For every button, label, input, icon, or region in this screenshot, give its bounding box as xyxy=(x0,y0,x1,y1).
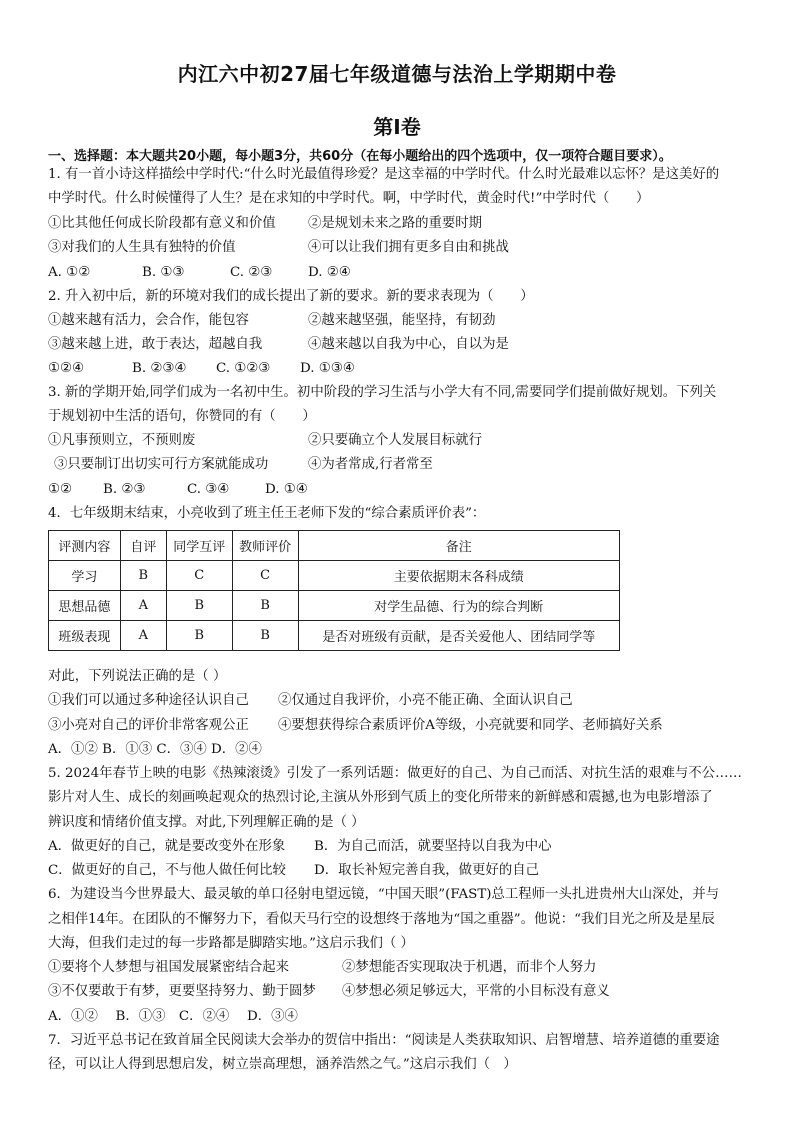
q2-choice-b: B. ②③④ xyxy=(132,361,187,376)
table-cell: 主要依据期末各科成绩 xyxy=(298,561,619,591)
q4-stem-line-2: 对此，下列说法正确的是（ ） xyxy=(48,669,227,684)
q6-statement-4: ④梦想必须足够远大，平常的小目标没有意义 xyxy=(342,984,610,999)
table-row xyxy=(49,621,620,651)
exam-volume-heading: 第Ⅰ卷 xyxy=(373,115,421,139)
table-header-cell: 评测内容 xyxy=(49,531,121,561)
table-cell: C xyxy=(166,561,232,591)
q1-choice-b: B. ①③ xyxy=(142,265,185,280)
table-cell: A xyxy=(120,621,166,651)
q4-stem-line-1: 4．七年级期末结束，小亮收到了班主任王老师下发的“综合素质评价表”： xyxy=(48,506,486,521)
q2-choice-c: C. ①②③ xyxy=(216,361,271,376)
q3-statement-3: ③只要制订出切实可行方案就能成功 xyxy=(54,457,269,472)
q3-statement-1: ①凡事预则立，不预则废 xyxy=(48,433,196,448)
q5-choice-a: A．做更好的自己，就是要改变外在形象 xyxy=(48,839,286,854)
q2-statement-4: ④越来越以自我为中心，自以为是 xyxy=(308,337,509,352)
table-cell: 是否对班级有贡献，是否关爱他人、团结同学等 xyxy=(298,621,619,651)
table-cell: B xyxy=(232,621,298,651)
q5-stem-line-2: 影片对人生、成长的刻画唤起观众的热烈讨论,主演从外形到气质上的变化所带来的新鲜感和震撼,也为电影增添了 xyxy=(48,790,713,805)
q1-statement-2: ②是规划未来之路的重要时期 xyxy=(308,216,483,231)
table-cell: B xyxy=(120,561,166,591)
table-header-cell: 备注 xyxy=(298,531,619,561)
table-header-row xyxy=(49,531,620,561)
q3-choice-c: C. ③④ xyxy=(187,482,230,497)
q6-statement-1: ①要将个人梦想与祖国发展紧密结合起来 xyxy=(48,960,290,975)
section-heading: 一、选择题：本大题共20小题，每小题3分，共60分（在每小题给出的四个选项中，仅一项符合题目要求）。 xyxy=(48,149,672,164)
q3-statement-2: ②只要确立个人发展目标就行 xyxy=(308,433,483,448)
q7-stem-line-2: 径，可以让人得到思想启发，树立崇高理想，涵养浩然之气。”这启示我们（ ） xyxy=(48,1057,517,1072)
q6-stem-line-1: 6．为建设当今世界最大、最灵敏的单口径射电望远镜，“中国天眼”(FAST)总工程师一头扎进贵州大山深处，并与 xyxy=(48,887,720,902)
q1-statement-1: ①比其他任何成长阶段都有意义和价值 xyxy=(48,216,276,231)
q1-stem-line-2: 中学时代。什么时候懂得了人生？是在求知的中学时代。啊，中学时代，黄金时代!”中学时代（ ） xyxy=(48,191,650,206)
table-header-cell: 教师评价 xyxy=(232,531,298,561)
q3-stem-line-1: 3. 新的学期开始,同学们成为一名初中生。初中阶段的学习生活与小学大有不同,需要同学们提前做好规划。下列关 xyxy=(48,385,717,400)
q4-statement-4: ④要想获得综合素质评价A等级，小亮就要和同学、老师搞好关系 xyxy=(278,718,663,733)
q5-choice-c: C．做更好的自己，不与他人做任何比较 xyxy=(48,863,286,878)
q2-statement-3: ③越来越上进，敢于表达，超越自我 xyxy=(48,337,263,352)
q5-choice-b: B．为自己而活，就要坚持以自我为中心 xyxy=(314,839,552,854)
table-cell: 班级表现 xyxy=(49,621,121,651)
q5-stem-line-1: 5. 2024年春节上映的电影《热辣滚烫》引发了一系列话题：做更好的自己、为自己而活、对抗生活的艰难与不公…… xyxy=(48,766,742,781)
q4-statement-3: ③小亮对自己的评价非常客观公正 xyxy=(48,718,249,733)
q6-statement-2: ②梦想能否实现取决于机遇，而非个人努力 xyxy=(342,960,597,975)
q1-choice-d: D. ②④ xyxy=(308,265,351,280)
table-cell: 对学生品德、行为的综合判断 xyxy=(298,591,619,621)
table-header-cell: 自评 xyxy=(120,531,166,561)
table-cell: A xyxy=(120,591,166,621)
exam-title: 内江六中初27届七年级道德与法治上学期期中卷 xyxy=(177,62,617,86)
q7-stem-line-1: 7．习近平总书记在致首届全民阅读大会举办的贺信中指出：“阅读是人类获取知识、启智增慧、培养道德的重要途 xyxy=(48,1033,720,1048)
q1-choice-c: C. ②③ xyxy=(230,265,273,280)
q4-statement-1: ①我们可以通过多种途径认识自己 xyxy=(48,693,249,708)
q3-stem-line-2: 于规划初中生活的语句，你赞同的有（ ） xyxy=(48,409,316,424)
table-cell: 思想品德 xyxy=(49,591,121,621)
q6-choices: A．①② B．①③ C．②④ D．③④ xyxy=(48,1009,298,1024)
table-cell: B xyxy=(166,621,232,651)
q2-stem-line-1: 2. 升入初中后，新的环境对我们的成长提出了新的要求。新的要求表现为（ ） xyxy=(48,289,534,304)
table-header-cell: 同学互评 xyxy=(166,531,232,561)
table-row xyxy=(49,561,620,591)
table-cell: B xyxy=(166,591,232,621)
q1-choice-a: A. ①② xyxy=(48,265,91,280)
q1-stem-line-1: 1. 有一首小诗这样描绘中学时代:“什么时光最值得珍爱？是这幸福的中学时代。什么时光最难以忘怀？是这美好的 xyxy=(48,167,720,182)
table-cell: B xyxy=(232,591,298,621)
q5-stem-line-3: 辨识度和情绪价值支撑。对此,下列理解正确的是（ ） xyxy=(48,815,365,830)
q6-statement-3: ③不仅要敢于有梦，更要坚持努力、勤于圆梦 xyxy=(48,984,316,999)
q6-stem-line-3: 大海，但我们走过的每一步路都是脚踏实地。”这启示我们（ ） xyxy=(48,936,414,951)
q6-stem-line-2: 之相伴14年。在团队的不懈努力下，看似天马行空的设想终于落地为“国之重器”。他说：“我们目光之所及是星辰 xyxy=(48,912,715,927)
q1-statement-4: ④可以让我们拥有更多自由和挑战 xyxy=(308,240,509,255)
q2-choice-a: ①②④ xyxy=(48,361,85,376)
q3-statement-4: ④为者常成,行者常至 xyxy=(308,457,433,472)
q4-choices: A．①② B．①③ C．③④ D．②④ xyxy=(48,742,262,757)
q3-choice-a: ①② xyxy=(48,482,73,497)
evaluation-table xyxy=(48,530,620,651)
table-cell: C xyxy=(232,561,298,591)
table-row xyxy=(49,591,620,621)
q3-choice-b: B. ②③ xyxy=(103,482,146,497)
q1-statement-3: ③对我们的人生具有独特的价值 xyxy=(48,240,236,255)
q5-choice-d: D．取长补短完善自我，做更好的自己 xyxy=(314,863,539,878)
q2-statement-1: ①越来越有活力，会合作，能包容 xyxy=(48,313,249,328)
q2-choice-d: D. ①③④ xyxy=(300,361,355,376)
q2-statement-2: ②越来越坚强，能坚持，有韧劲 xyxy=(308,313,496,328)
q4-statement-2: ②仅通过自我评价，小亮不能正确、全面认识自己 xyxy=(278,693,573,708)
q3-choice-d: D. ①④ xyxy=(265,482,308,497)
table-cell: 学习 xyxy=(49,561,121,591)
